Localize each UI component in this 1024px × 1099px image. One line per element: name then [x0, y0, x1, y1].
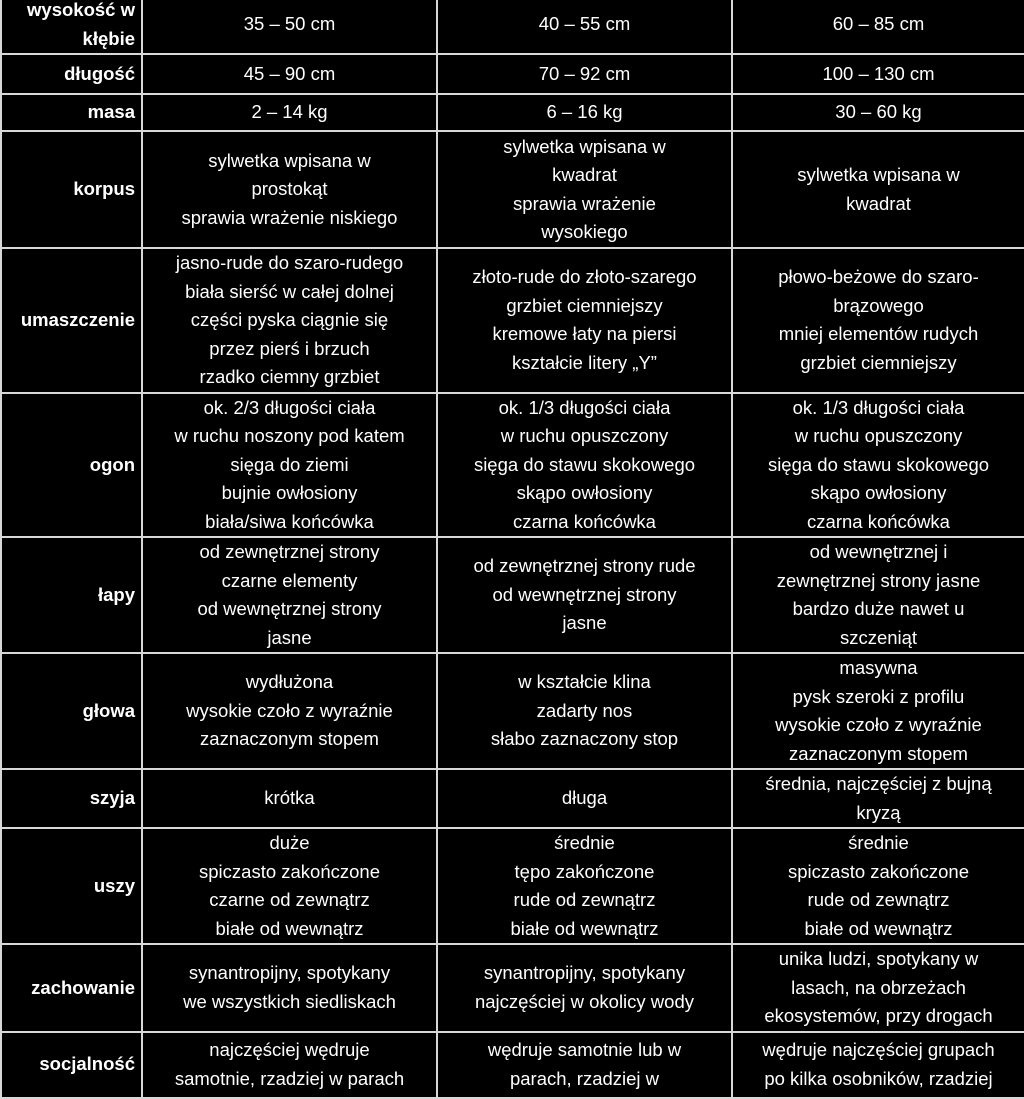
cell-line: sięga do stawu skokowego: [473, 453, 696, 475]
cell-line: bujnie owłosiony: [221, 482, 358, 503]
table-row: [1, 131, 1024, 248]
cell-line: przez pierś i brzuch: [209, 337, 370, 359]
table-cell: [142, 0, 437, 54]
row-header-line: głowa: [82, 699, 135, 721]
cell-line: w ruchu noszony pod katem: [174, 425, 405, 446]
cell-line: tępo zakończone: [514, 860, 655, 882]
cell-line: kształcie litery „Y”: [512, 351, 657, 373]
row-header: [1, 54, 142, 94]
cell-line: rude od zewnątrz: [513, 889, 656, 910]
cell-line: grzbiet ciemniejszy: [506, 294, 663, 316]
table-cell: [437, 94, 732, 131]
table-cell: [142, 828, 437, 944]
table-cell: [437, 769, 732, 828]
cell-line: zaznaczonym stopem: [200, 728, 379, 750]
cell-line: od zewnętrznej strony rude: [473, 555, 696, 577]
cell-line: krótka: [264, 787, 315, 809]
cell-line: pysk szeroki z profilu: [792, 685, 965, 707]
table-row: [1, 0, 1024, 54]
row-header: [1, 944, 142, 1032]
row-header: [1, 131, 142, 248]
row-header-line: masa: [87, 101, 135, 123]
row-header-line: wysokość w: [27, 0, 135, 20]
table-cell: [437, 131, 732, 248]
table-cell: [142, 94, 437, 131]
row-header-line: korpus: [73, 178, 135, 200]
cell-line: białe od wewnątrz: [510, 917, 659, 939]
table-cell: [732, 944, 1024, 1032]
cell-line: sięga do ziemi: [230, 453, 349, 475]
cell-line: zadarty nos: [536, 699, 633, 721]
row-header-line: zachowanie: [31, 976, 135, 998]
table-cell: [142, 131, 437, 248]
cell-line: rude od zewnątrz: [807, 889, 950, 910]
table-cell: [142, 769, 437, 828]
row-header-line: kłębie: [82, 27, 135, 49]
row-header-line: długość: [64, 62, 135, 84]
table-cell: [732, 94, 1024, 131]
table-cell: [437, 393, 732, 538]
cell-line: samotnie, rzadziej w parach: [174, 1067, 405, 1089]
cell-line: zewnętrznej strony jasne: [776, 569, 981, 591]
cell-line: sprawia wrażenie niskiego: [181, 206, 398, 228]
row-header: [1, 248, 142, 393]
cell-line: czarna końcówka: [807, 510, 950, 532]
cell-line: od wewnętrznej i: [809, 541, 948, 562]
cell-line: kremowe łaty na piersi: [492, 323, 677, 345]
table-cell: [142, 653, 437, 769]
cell-line: średnia, najczęściej z bujną: [765, 773, 992, 794]
table-row: [1, 828, 1024, 944]
cell-line: najczęściej w okolicy wody: [474, 990, 694, 1012]
cell-line: biała/siwa końcówka: [205, 510, 374, 532]
cell-line: wysokie czoło z wyraźnie: [186, 699, 393, 721]
cell-line: w ruchu opuszczony: [500, 425, 669, 446]
cell-line: bardzo duże nawet u: [792, 598, 965, 619]
cell-line: masywna: [839, 657, 918, 678]
cell-line: długa: [561, 787, 608, 809]
cell-line: czarne elementy: [221, 569, 358, 591]
cell-line: ekosystemów, przy drogach: [764, 1005, 993, 1026]
cell-line: duże: [269, 832, 310, 853]
cell-line: 60 – 85 cm: [832, 13, 925, 35]
table-cell: [437, 944, 732, 1032]
row-header: [1, 393, 142, 538]
cell-line: synantropijny, spotykany: [188, 962, 391, 984]
table-cell: [142, 537, 437, 653]
cell-line: czarne od zewnątrz: [209, 889, 370, 910]
row-header: [1, 769, 142, 828]
cell-line: 40 – 55 cm: [538, 13, 631, 35]
row-header-line: ogon: [89, 453, 135, 475]
table-cell: [437, 1032, 732, 1098]
table-cell: [142, 393, 437, 538]
cell-line: płowo-beżowe do szaro-: [778, 266, 979, 288]
row-header-line: socjalność: [39, 1053, 135, 1075]
cell-line: jasno-rude do szaro-rudego: [175, 252, 404, 273]
cell-line: 35 – 50 cm: [243, 13, 336, 35]
cell-line: najczęściej wędruje: [209, 1039, 370, 1060]
table-cell: [732, 393, 1024, 538]
table-row: [1, 769, 1024, 828]
cell-line: grzbiet ciemniejszy: [800, 351, 957, 373]
cell-line: od zewnętrznej strony: [199, 541, 380, 562]
table-row: [1, 537, 1024, 653]
cell-line: wędruje samotnie lub w: [487, 1039, 682, 1060]
cell-line: parach, rzadziej w: [509, 1067, 660, 1089]
cell-line: ok. 1/3 długości ciała: [498, 396, 671, 418]
cell-line: spiczasto zakończone: [788, 860, 969, 882]
cell-line: w kształcie klina: [518, 671, 651, 693]
cell-line: unika ludzi, spotykany w: [778, 948, 979, 969]
cell-line: kwadrat: [552, 164, 617, 185]
cell-line: 70 – 92 cm: [538, 62, 631, 84]
cell-line: zaznaczonym stopem: [789, 742, 968, 764]
cell-line: od wewnętrznej strony: [492, 583, 677, 605]
cell-line: rzadko ciemny grzbiet: [199, 366, 380, 387]
table-cell: [732, 828, 1024, 944]
table-body: [1, 0, 1024, 1098]
table-cell: [142, 1032, 437, 1098]
cell-line: sięga do stawu skokowego: [767, 453, 990, 475]
table-row: [1, 653, 1024, 769]
row-header: [1, 653, 142, 769]
cell-line: białe od wewnątrz: [215, 917, 364, 939]
cell-line: 30 – 60 kg: [835, 101, 922, 123]
cell-line: średnie: [554, 832, 615, 853]
table-row: [1, 94, 1024, 131]
cell-line: ok. 2/3 długości ciała: [203, 396, 376, 418]
cell-line: średnie: [848, 832, 909, 853]
table-cell: [732, 653, 1024, 769]
cell-line: jasne: [267, 626, 312, 648]
cell-line: 100 – 130 cm: [822, 62, 935, 84]
cell-line: szczeniąt: [839, 626, 918, 648]
cell-line: ok. 1/3 długości ciała: [792, 396, 965, 418]
cell-line: wysokiego: [541, 221, 628, 242]
table-cell: [732, 0, 1024, 54]
cell-line: kwadrat: [846, 192, 911, 214]
table-cell: [437, 828, 732, 944]
table-row: [1, 944, 1024, 1032]
cell-line: synantropijny, spotykany: [483, 962, 686, 984]
cell-line: skąpo owłosiony: [516, 482, 653, 503]
cell-line: skąpo owłosiony: [810, 482, 947, 503]
cell-line: sylwetka wpisana w: [797, 164, 960, 185]
table-row: [1, 248, 1024, 393]
table-cell: [437, 0, 732, 54]
cell-line: 6 – 16 kg: [546, 101, 623, 123]
cell-line: sylwetka wpisana w: [208, 149, 371, 171]
row-header: [1, 1032, 142, 1098]
cell-line: lasach, na obrzeżach: [791, 976, 966, 998]
table-cell: [732, 769, 1024, 828]
table-row: [1, 54, 1024, 94]
cell-line: jasne: [562, 612, 607, 634]
cell-line: 45 – 90 cm: [243, 62, 336, 84]
cell-line: po kilka osobników, rzadziej: [764, 1067, 993, 1089]
cell-line: wydłużona: [245, 671, 334, 693]
table-cell: [142, 944, 437, 1032]
cell-line: złoto-rude do złoto-szarego: [472, 266, 697, 288]
table-cell: [142, 54, 437, 94]
cell-line: spiczasto zakończone: [199, 860, 380, 882]
row-header-line: uszy: [93, 874, 135, 896]
cell-line: części pyska ciągnie się: [190, 309, 389, 330]
cell-line: 2 – 14 kg: [251, 101, 328, 123]
table-cell: [732, 54, 1024, 94]
cell-line: prostokąt: [251, 178, 328, 200]
row-header: [1, 828, 142, 944]
table-row: [1, 393, 1024, 538]
table-cell: [732, 1032, 1024, 1098]
table-cell: [732, 131, 1024, 248]
table-row: [1, 1032, 1024, 1098]
table-cell: [437, 537, 732, 653]
cell-line: białe od wewnątrz: [804, 917, 953, 939]
cell-line: we wszystkich siedliskach: [183, 990, 396, 1012]
row-header: [1, 537, 142, 653]
table-cell: [437, 653, 732, 769]
cell-line: sylwetka wpisana w: [503, 135, 666, 157]
cell-line: słabo zaznaczony stop: [490, 728, 679, 750]
cell-line: brązowego: [833, 294, 924, 316]
cell-line: sprawia wrażenie: [513, 192, 656, 214]
cell-line: czarna końcówka: [513, 510, 656, 532]
table-cell: [437, 248, 732, 393]
row-header-line: umaszczenie: [20, 309, 135, 330]
cell-line: kryzą: [856, 801, 901, 823]
row-header: [1, 0, 142, 54]
table-cell: [142, 248, 437, 393]
row-header-line: szyja: [89, 787, 135, 809]
cell-line: od wewnętrznej strony: [197, 598, 382, 619]
cell-line: w ruchu opuszczony: [794, 425, 963, 446]
table-cell: [732, 537, 1024, 653]
cell-line: wędruje najczęściej grupach: [762, 1039, 995, 1060]
cell-line: wysokie czoło z wyraźnie: [775, 714, 982, 735]
cell-line: mniej elementów rudych: [778, 323, 979, 345]
cell-line: biała sierść w całej dolnej: [185, 280, 394, 302]
table-cell: [732, 248, 1024, 393]
row-header-line: łapy: [97, 583, 135, 605]
row-header: [1, 94, 142, 131]
table-cell: [437, 54, 732, 94]
